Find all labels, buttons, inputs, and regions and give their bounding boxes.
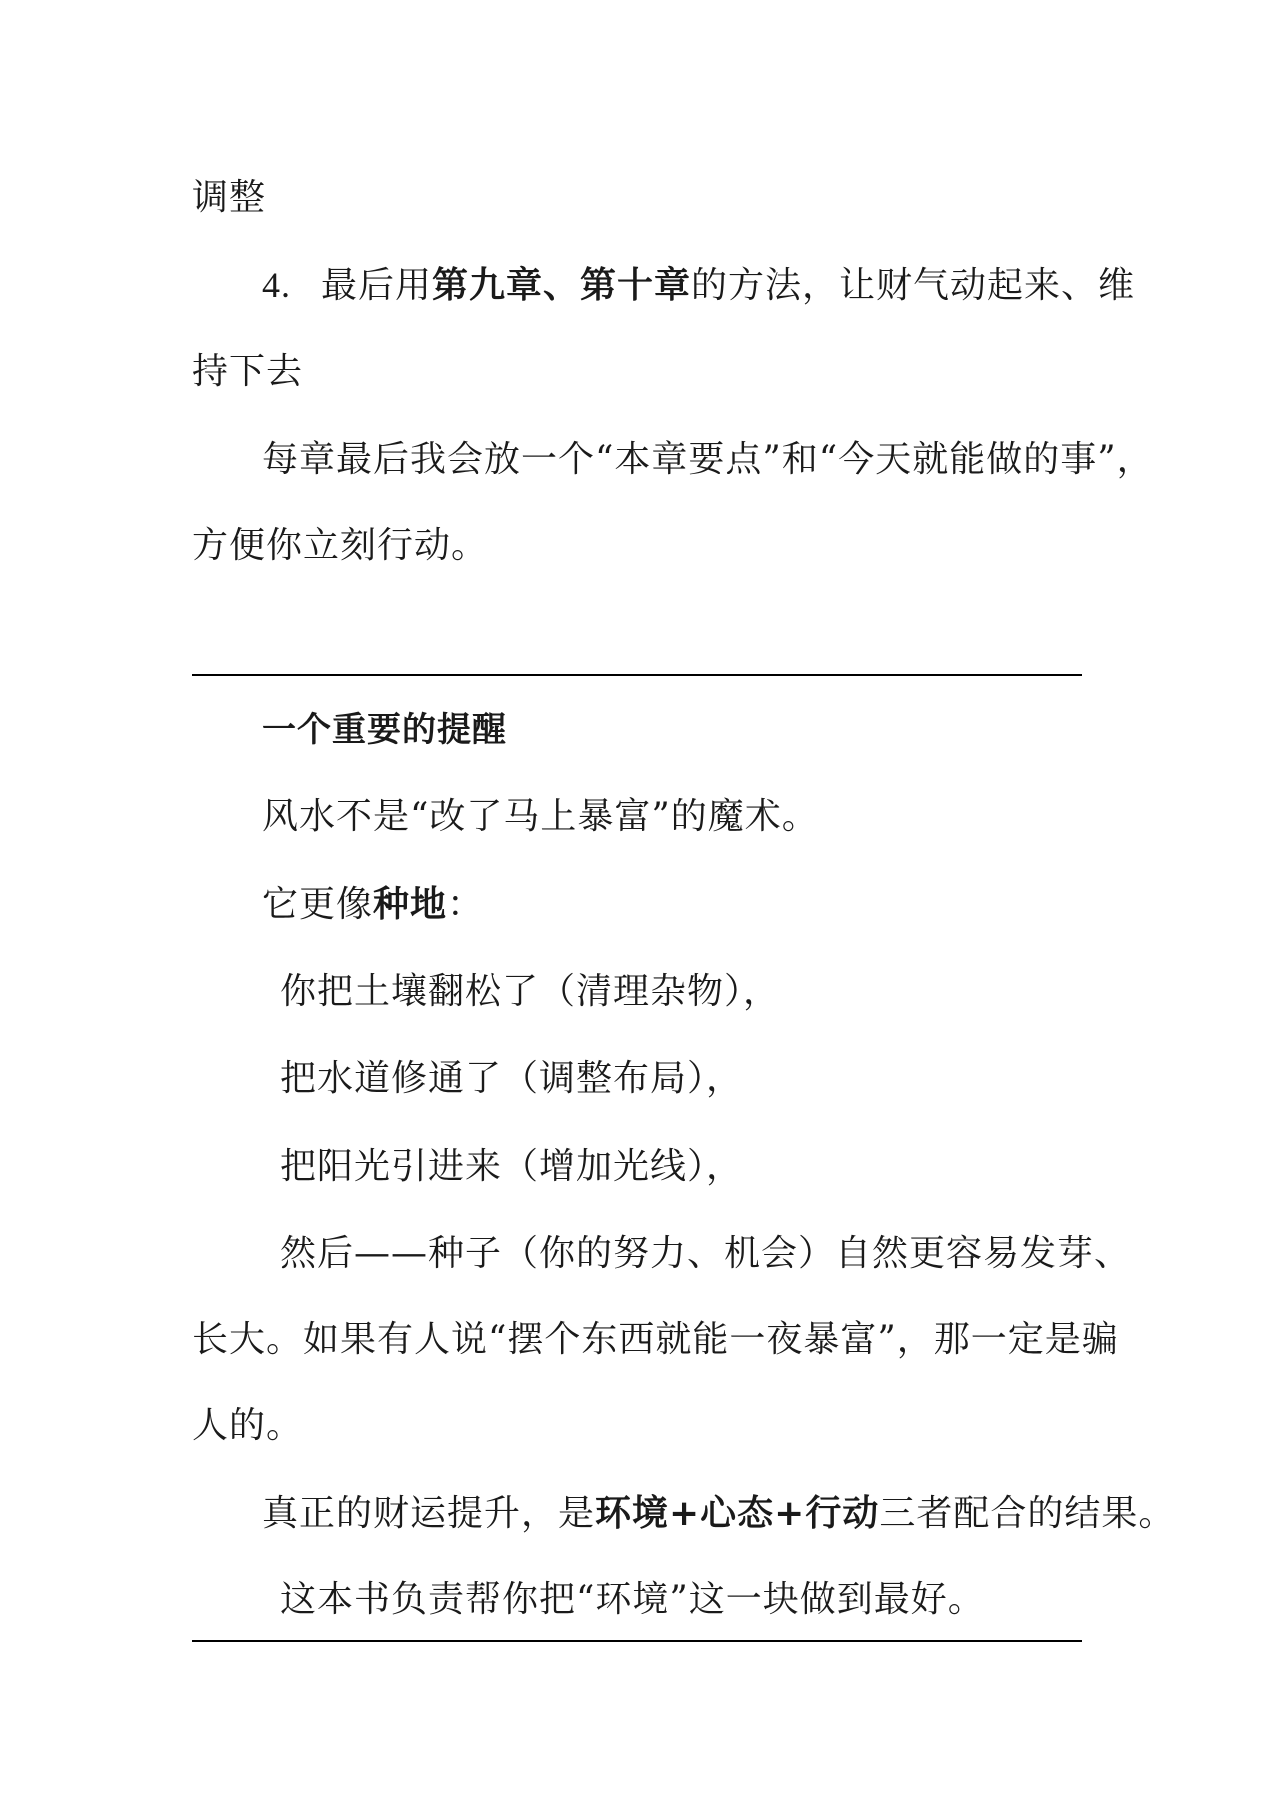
text-line-adjust: 调整 [192,177,267,218]
reminder-list-4-line-2: 长大。如果有人说“摆个东西就能一夜暴富”，那一定是骗 [192,1319,1119,1360]
reminder-paragraph-5 [262,1492,1175,1536]
reminder-list-2: 把水道修通了（调整布局）， [280,1058,744,1099]
farming-pre: 它更像 [262,884,374,925]
step-4-bold: 第九章、第十章 [432,265,692,306]
step-4-line [262,263,1135,308]
reminder-paragraph-1: 风水不是“改了马上暴富”的魔术。 [262,796,819,837]
divider-top [192,674,1082,676]
reminder-paragraph-6: 这本书负责帮你把“环境”这一块做到最好。 [280,1579,985,1620]
reminder-title: 一个重要的提醒 [262,710,507,750]
reminder-list-4-line-3: 人的。 [192,1405,304,1446]
summary-line-2: 方便你立刻行动。 [192,525,489,566]
summary-line-1: 每章最后我会放一个“本章要点”和“今天就能做的事”， [262,439,1154,480]
divider-bottom [192,1640,1082,1642]
reminder-list-1: 你把土壤翻松了（清理杂物）， [280,971,781,1012]
step-4-post: 的方法，让财气动起来、维 [691,265,1136,306]
fortune-bold: 环境+心态+行动 [595,1493,880,1534]
reminder-list-3: 把阳光引进来（增加光线）， [280,1146,744,1187]
fortune-post: 三者配合的结果。 [879,1493,1176,1534]
reminder-paragraph-2 [262,883,484,927]
fortune-pre: 真正的财运提升，是 [262,1493,596,1534]
reminder-list-4-line-1: 然后——种子（你的努力、机会）自然更容易发芽、 [280,1233,1132,1274]
step-4-continuation: 持下去 [192,351,304,392]
farming-bold: 种地 [373,884,448,925]
step-4-pre: 最后用 [321,265,433,306]
farming-post: ： [447,884,485,925]
step-number: 4. [262,265,291,305]
